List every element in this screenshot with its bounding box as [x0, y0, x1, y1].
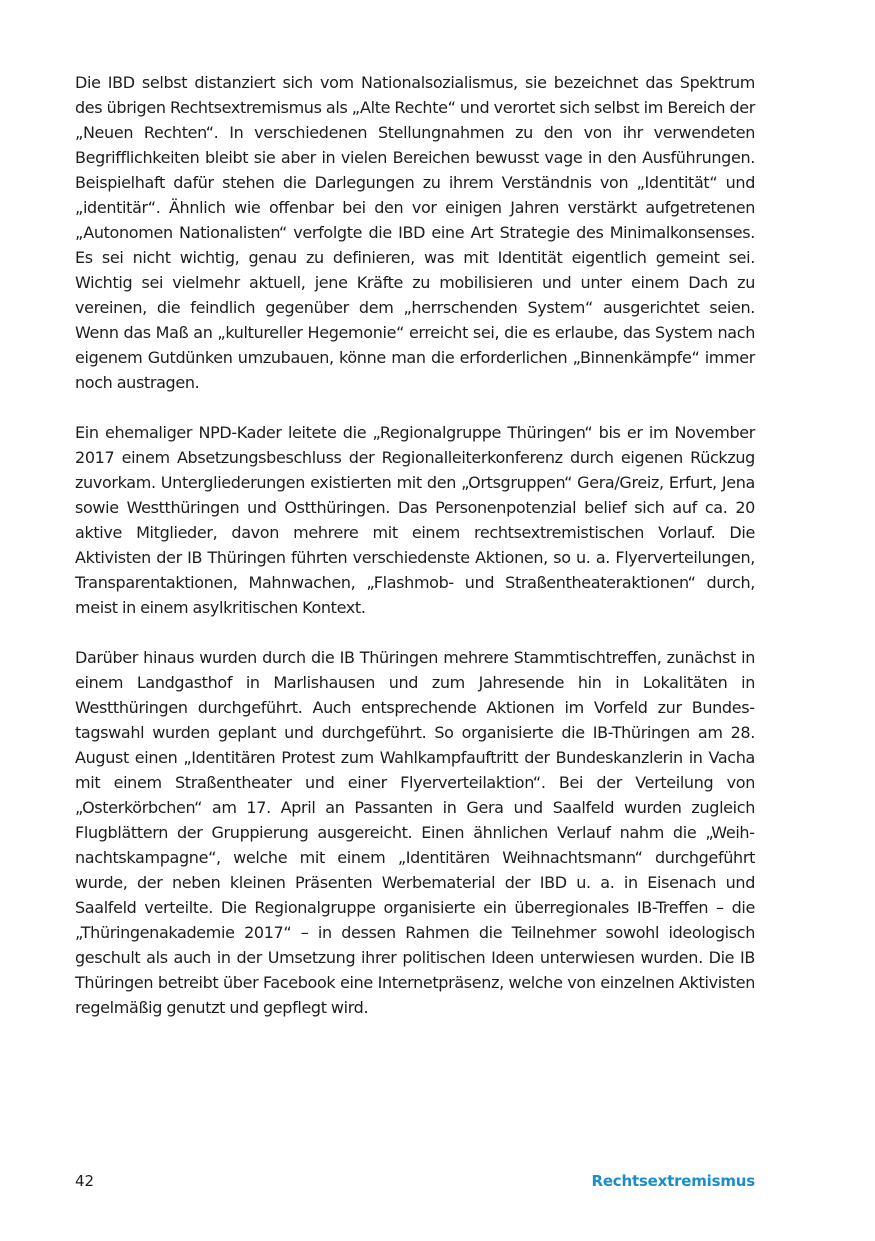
page-number: 42: [75, 1172, 95, 1190]
body-text: [75, 70, 755, 1045]
section-title: Rechtsextremismus: [591, 1172, 755, 1190]
page-footer: [75, 1170, 755, 1194]
paragraph-ibd-ideology: Die IBD selbst distanziert sich vom Nationalsozialismus, sie bezeichnet das Spektrum des übrigen Rechtsextremismus als „Alte Rechte“ und verortet sich selbst im Bereich der „Neuen Rechten“. In verschiedenen Stellungnahmen zu den von ihr verwendeten Begrifflichkeiten bleibt sie aber in vielen Bereichen bewusst vage in den Ausführungen. Beispielhaft dafür stehen die Darlegungen zu ihrem Verständnis von „Identität“ und „identitär“. Ähnlich wie offenbar bei den vor einigen Jahren verstärkt aufgetretenen „Autonomen Nationalisten“ verfolgte die IBD eine Art Strategie des Minimalkonsenses. Es sei nicht wichtig, genau zu definieren, was mit Identität eigentlich gemeint sei. Wichtig sei vielmehr aktuell, jene Kräfte zu mobilisieren und unter einem Dach zu vereinen, die feindlich gegenüber dem „herrschenden System“ ausgerichtet seien. Wenn das Maß an „kultureller Hegemonie“ erreicht sei, die es erlaube, das System nach eigenem Gutdünken umzubauen, könne man die erforderlichen „Binnenkämpfe“ immer noch austragen.: [75, 73, 755, 392]
paragraph-regional-group: Ein ehemaliger NPD-Kader leitete die „Regionalgruppe Thüringen“ bis er im November 2017 einem Absetzungsbeschluss der Regionalleiterkonferenz durch eigenen Rückzug zuvorkam. Untergliederungen existierten mit den „Ortsgruppen“ Gera/Greiz, Erfurt, Jena sowie Westthüringen und Ostthüringen. Das Personenpotenzial belief sich auf ca. 20 aktive Mitglieder, davon mehrere mit einem rechtsextremistischen Vorlauf. Die Aktivisten der IB Thüringen führten verschiedenste Aktionen, so u. a. Flyerverteilungen, Transparentaktionen, Mahnwachen, „Flashmob- und Straßentheateraktionen“ durch, meist in einem asylkritischen Kontext.: [75, 423, 755, 617]
paragraph-activities: Darüber hinaus wurden durch die IB Thüringen mehrere Stammtischtreffen, zunächst in einem Landgasthof in Marlishausen und zum Jahresende hin in Lokalitäten in Westthüringen durchgeführt. Auch entsprechende Aktionen im Vorfeld zur Bundestagswahl wurden geplant und durchgeführt. So organisierte die IB-Thüringen am 28. August einen „Identitären Protest zum Wahlkampfauftritt der Bundeskanzlerin in Vacha mit einem Straßentheater und einer Flyerverteilaktion“. Bei der Verteilung von „Osterkörbchen“ am 17. April an Passanten in Gera und Saalfeld wurden zugleich Flugblättern der Gruppierung ausgereicht. Einen ähnlichen Verlauf nahm die „Weihnachtskampagne“, welche mit einem „Identitären Weihnachtsmann“ durchgeführt wurde, der neben kleinen Präsenten Werbematerial der IBD u. a. in Eisenach und Saalfeld verteilte. Die Regionalgruppe organisierte ein überregionales IB-Treffen – die „Thüringenakademie 2017“ – in dessen Rahmen die Teilnehmer sowohl ideologisch geschult als auch in der Umsetzung ihrer politischen Ideen unterwiesen wurden. Die IB Thüringen betreibt über Facebook eine Internetpräsenz, welche von einzelnen Aktivisten regelmäßig genutzt und gepflegt wird.: [75, 648, 755, 1017]
